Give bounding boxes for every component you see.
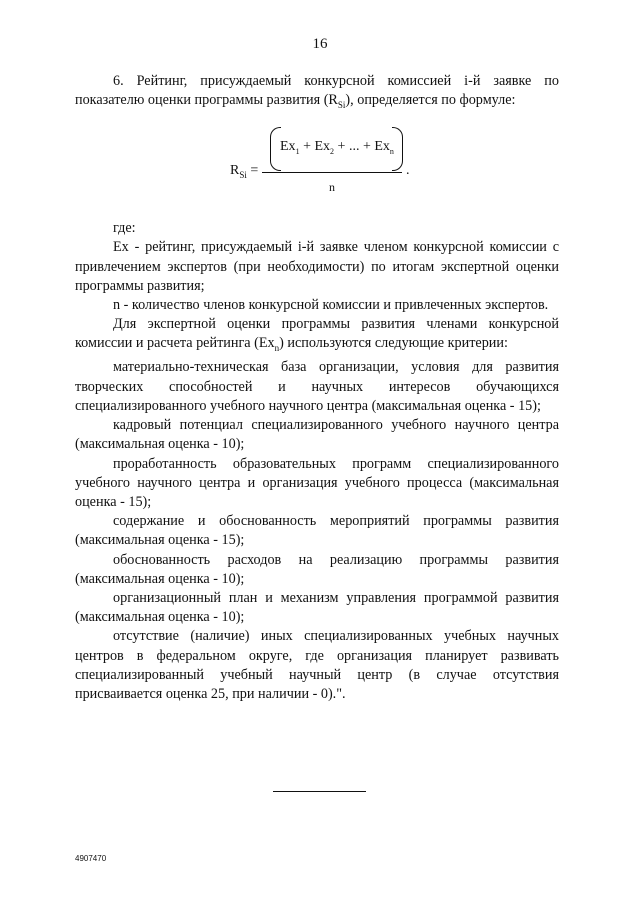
- criterion-item: организационный план и механизм управления программой развития (максимальная оценка - 10);: [75, 589, 559, 626]
- criteria-intro-text: Для экспертной оценки программы развития членами конкурсной комиссии и расчета рейтинга (Ex: [75, 316, 559, 352]
- plus-sign: +: [303, 139, 311, 155]
- paragraph-text: ), определяется по формуле:: [345, 92, 516, 109]
- definition-n: n - количество членов конкурсной комиссии и привлеченных экспертов.: [113, 297, 549, 314]
- term-sub: 1: [295, 147, 300, 157]
- paragraph-text: 6. Рейтинг, присуждаемый конкурсной комиссией i-й заявке по показателю оценки программы развития (R: [75, 73, 559, 109]
- criterion-item: проработанность образовательных программ специализированного учебного научного центра и организация учебного процесса (максимальная оценка - 15);: [75, 455, 559, 510]
- plus-sign: +: [362, 139, 371, 155]
- document-code: 4907470: [75, 854, 107, 863]
- term-ex: Ex: [374, 139, 390, 155]
- term-sub: 2: [330, 147, 335, 157]
- formula-denominator: n: [329, 180, 335, 195]
- footer-divider: [273, 791, 366, 792]
- formula-r-sub: Si: [239, 170, 247, 181]
- formula-period: .: [406, 163, 410, 179]
- criteria-intro-text: ) используются следующие критерии:: [279, 335, 508, 352]
- criteria-intro-sub: n: [274, 343, 280, 354]
- right-parenthesis: [389, 127, 403, 171]
- formula-numerator: [280, 137, 392, 161]
- formula-r: R: [230, 163, 240, 179]
- plus-sign: +: [337, 139, 346, 155]
- ellipsis: ...: [348, 139, 360, 155]
- document-body: [75, 72, 559, 704]
- formula-equals: =: [250, 163, 259, 179]
- definition-ex: Ex - рейтинг, присуждаемый i-й заявке членом конкурсной комиссии с привлечением экспертов (при необходимости) по итогам экспертной оценки программы развития;: [75, 239, 559, 294]
- criterion-item: обоснованность расходов на реализацию программы развития (максимальная оценка - 10);: [75, 551, 559, 587]
- formula-lhs: [230, 161, 258, 185]
- fraction-line: [262, 172, 402, 173]
- rating-formula: [75, 125, 559, 205]
- term-ex: Ex: [314, 139, 331, 155]
- paragraph-rating-definition: [75, 72, 559, 115]
- criterion-item: содержание и обоснованность мероприятий программы развития (максимальная оценка - 15);: [75, 513, 559, 549]
- criterion-item: материально-техническая база организации, условия для развития творческих способностей и научных интересов обучающихся специализированного учебного научного центра (максимальная оценка - 15);: [75, 359, 559, 414]
- where-label: где:: [113, 220, 136, 237]
- term-ex: Ex: [280, 139, 296, 155]
- criterion-item: отсутствие (наличие) иных специализированных учебных научных центров в федеральном округе, где организация планирует развивать специализированный учебный научный центр (в случае отсутствия присваивается оценка 25, при наличии - 0).".: [75, 628, 559, 702]
- page-number: 16: [312, 36, 328, 52]
- term-sub: n: [389, 147, 394, 157]
- subscript-si: Si: [337, 100, 346, 111]
- criteria-intro: [75, 315, 559, 358]
- criterion-item: кадровый потенциал специализированного учебного научного центра (максимальная оценка - 10);: [75, 417, 559, 453]
